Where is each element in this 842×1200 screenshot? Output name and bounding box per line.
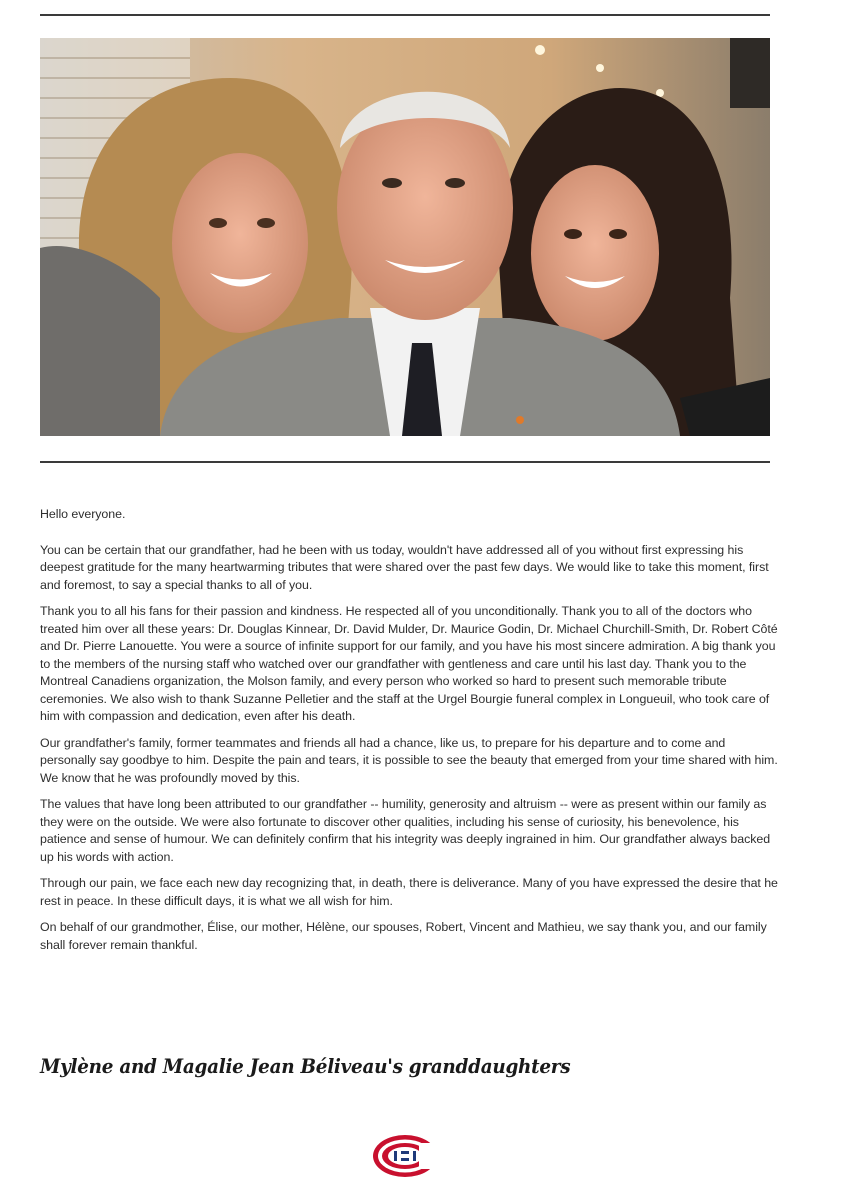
family-photo (40, 38, 770, 436)
letter-paragraph: The values that have long been attributed to our grandfather -- humility, generosity and altruism -- were as present within our family as they were on the outside. We were also fortunate to discover other qualities, including his sense of curiosity, his benevolence, his patience and sense of humour. We can definitely confirm that his integrity was deeply ingrained in him. Our grandfather always backed up his words with action. (40, 797, 771, 864)
letter-paragraph: On behalf of our grandmother, Élise, our mother, Hélène, our spouses, Robert, Vincent and Mathieu, we say thank you, and our family shall forever remain thankful. (40, 920, 767, 952)
letter-paragraph: You can be certain that our grandfather, had he been with us today, wouldn't have addressed all of you without first expressing his deepest gratitude for the many heartwarming tributes that were shared over the past few days. We would like to take this moment, first and foremost, to say a special thanks to all of you. (40, 542, 769, 592)
canadiens-logo-icon (371, 1133, 439, 1179)
middle-divider (40, 461, 770, 463)
letter-paragraph: Thank you to all his fans for their passion and kindness. He respected all of you unconditionally. Thank you to all of the doctors who treated him over all these years: Dr. Douglas Kinnear, Dr. David Mulder, Dr. Maurice Godin, Dr. Michael Churchill-Smith, Dr. Robert Côté and Dr. Pierre Lanouette. You were a source of infinite support for our family, and you have his most sincere admiration. A big thank you to the members of the nursing staff who watched over our grandfather with gentleness and care until his last day. Thank you to the Montreal Canadiens organization, the Molson family, and every person who worked so hard to present such memorable tribute ceremonies. We also wish to thank Suzanne Pelletier and the staff at the Urgel Bourgie funeral complex in Longueuil, who took care of him with compassion and dedication, even after his death. (40, 604, 778, 723)
letter-paragraph: Through our pain, we face each new day recognizing that, in death, there is deliverance. Many of you have expressed the desire that he rest in peace. In these difficult days, it is what we all wish for him. (40, 876, 778, 908)
letter-greeting: Hello everyone. (40, 507, 126, 521)
top-divider (40, 14, 770, 16)
signature: Mylène and Magalie Jean Béliveau's granddaughters (40, 1054, 571, 1078)
letter-body (40, 506, 780, 963)
letter-paragraph: Our grandfather's family, former teammates and friends all had a chance, like us, to prepare for his departure and to come and personally say goodbye to him. Despite the pain and tears, it is possible to see the beauty that emerged from your time shared with him. We know that he was profoundly moved by this. (40, 735, 778, 785)
